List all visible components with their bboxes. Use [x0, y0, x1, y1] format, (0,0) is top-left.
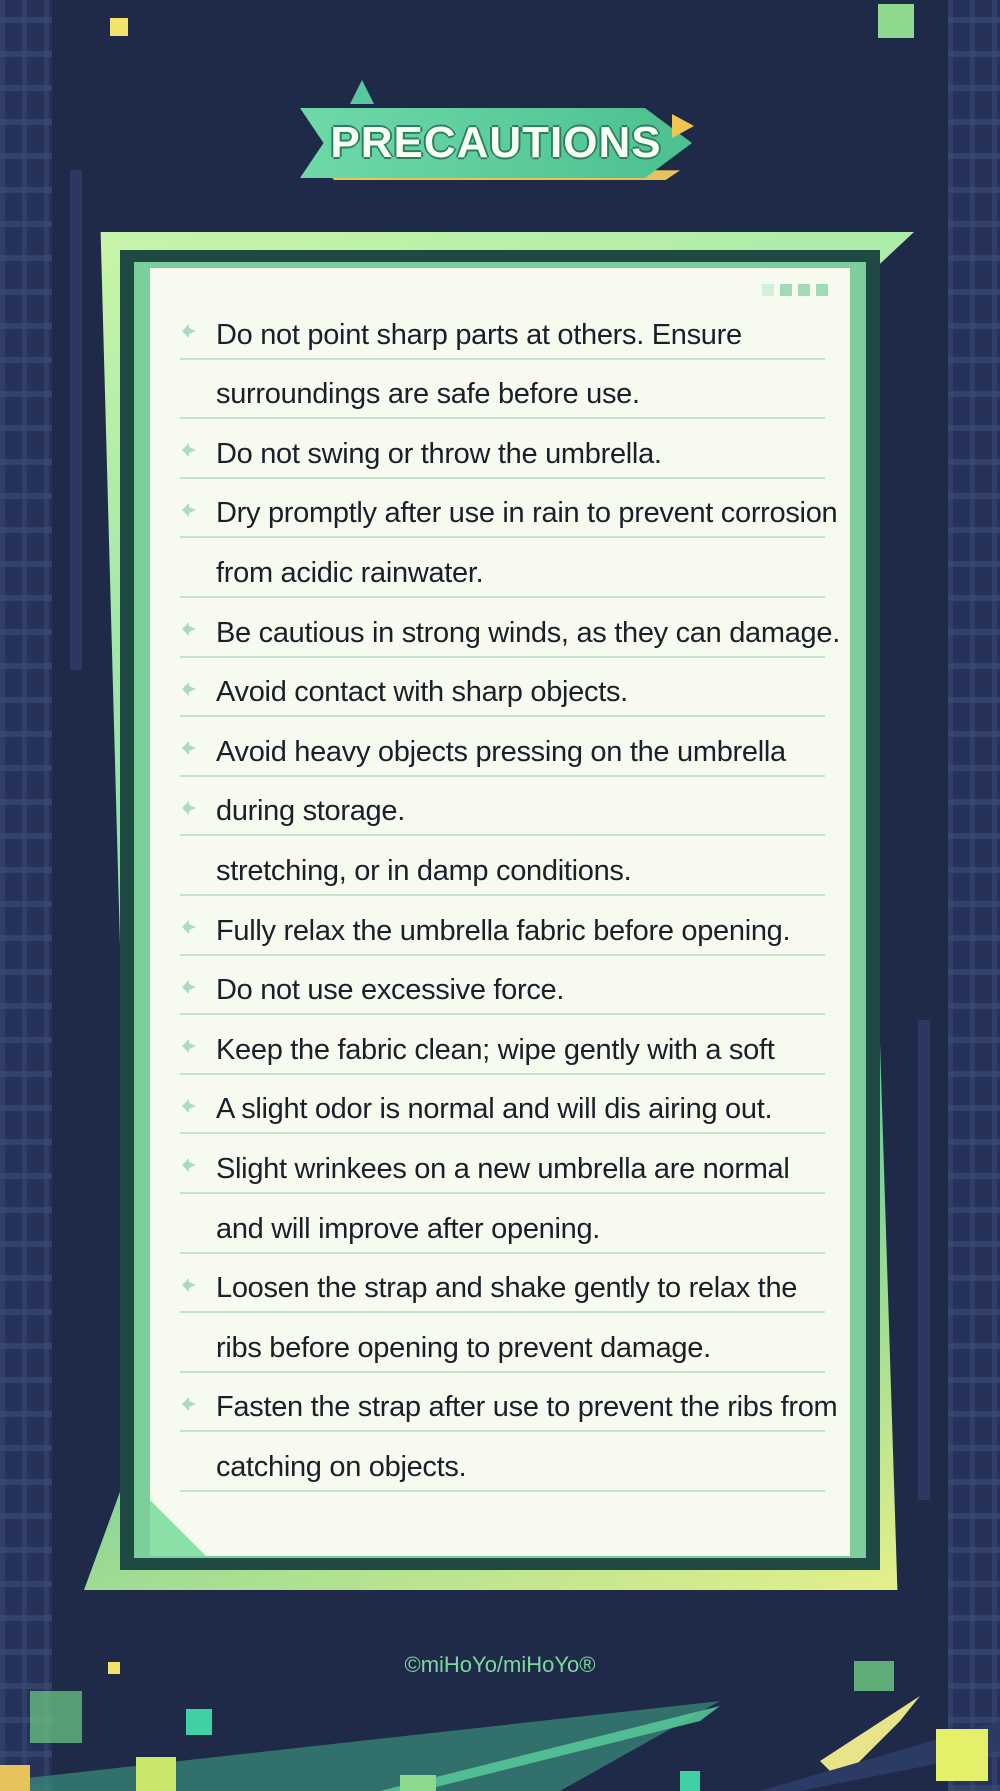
diamond-bullet-icon: [180, 1395, 200, 1413]
diamond-bullet-icon: [180, 1097, 200, 1115]
precaution-text: Dry promptly after use in rain to prevent corrosion: [216, 497, 838, 530]
decor-square: [878, 4, 914, 38]
diamond-bullet-icon: [180, 1156, 200, 1174]
copyright-text: ©miHoYo/miHoYo®: [404, 1652, 596, 1677]
precaution-text: catching on objects.: [216, 1450, 467, 1483]
precaution-line: [180, 1373, 838, 1433]
precaution-text: Fasten the strap after use to prevent the ribs from: [216, 1391, 838, 1424]
precaution-line: [180, 1194, 825, 1254]
precaution-text: during storage.: [216, 795, 405, 828]
precaution-line: [180, 836, 825, 896]
precaution-line: [180, 300, 825, 360]
diamond-bullet-icon: [180, 799, 200, 817]
precaution-text: Keep the fabric clean; wipe gently with a soft: [216, 1033, 775, 1066]
bottom-decor: [0, 1661, 1000, 1791]
decor-square: [110, 18, 128, 36]
precaution-line: [180, 1432, 825, 1492]
diamond-bullet-icon: [180, 739, 200, 757]
precaution-line: [180, 598, 840, 658]
page-title: PRECAUTIONS: [330, 118, 662, 167]
diamond-bullet-icon: [180, 1037, 200, 1055]
precaution-line: [180, 1254, 825, 1314]
precaution-line: [180, 360, 825, 420]
left-border-pattern: [0, 0, 52, 1791]
precaution-line: [180, 1313, 825, 1373]
title-banner: [300, 104, 700, 184]
precaution-line: [180, 717, 825, 777]
precaution-line: [180, 777, 825, 837]
precaution-line: [180, 419, 825, 479]
precaution-line: [180, 538, 825, 598]
precaution-text: ribs before opening to prevent damage.: [216, 1331, 711, 1364]
diamond-bullet-icon: [180, 918, 200, 936]
precaution-text: Do not use excessive force.: [216, 974, 565, 1007]
diamond-bullet-icon: [180, 501, 200, 519]
right-border-pattern: [948, 0, 1000, 1791]
precautions-list: [180, 300, 840, 1492]
precaution-text: Avoid contact with sharp objects.: [216, 676, 628, 709]
precaution-line: [180, 1134, 825, 1194]
precautions-card: [150, 268, 850, 1556]
precaution-line: [180, 956, 825, 1016]
decor-bar: [70, 170, 82, 670]
diamond-bullet-icon: [180, 680, 200, 698]
card-corner-dots: [762, 284, 828, 296]
precaution-text: Be cautious in strong winds, as they can damage.: [216, 616, 840, 649]
precaution-text: A slight odor is normal and will dis airing out.: [216, 1093, 773, 1126]
precaution-line: [180, 658, 825, 718]
precaution-text: Do not swing or throw the umbrella.: [216, 437, 662, 470]
precaution-text: surroundings are safe before use.: [216, 378, 640, 411]
precaution-text: and will improve after opening.: [216, 1212, 601, 1245]
precaution-text: Loosen the strap and shake gently to relax the: [216, 1272, 798, 1305]
diamond-bullet-icon: [180, 978, 200, 996]
precaution-line: [180, 1015, 825, 1075]
precaution-text: Slight wrinkees on a new umbrella are normal: [216, 1152, 790, 1185]
diamond-bullet-icon: [180, 620, 200, 638]
precaution-line: [180, 479, 838, 539]
banner-triangle: [350, 80, 374, 104]
precaution-text: stretching, or in damp conditions.: [216, 854, 632, 887]
diamond-bullet-icon: [180, 441, 200, 459]
precaution-text: from acidic rainwater.: [216, 556, 484, 589]
precaution-line: [180, 1075, 825, 1135]
precaution-text: Avoid heavy objects pressing on the umbrella: [216, 735, 786, 768]
card-corner-fold: [150, 1500, 206, 1556]
decor-bar: [918, 1020, 930, 1500]
precaution-line: [180, 896, 825, 956]
diamond-bullet-icon: [180, 322, 200, 340]
diamond-bullet-icon: [180, 1276, 200, 1294]
precaution-text: Do not point sharp parts at others. Ensure: [216, 318, 742, 351]
precaution-text: Fully relax the umbrella fabric before opening.: [216, 914, 791, 947]
